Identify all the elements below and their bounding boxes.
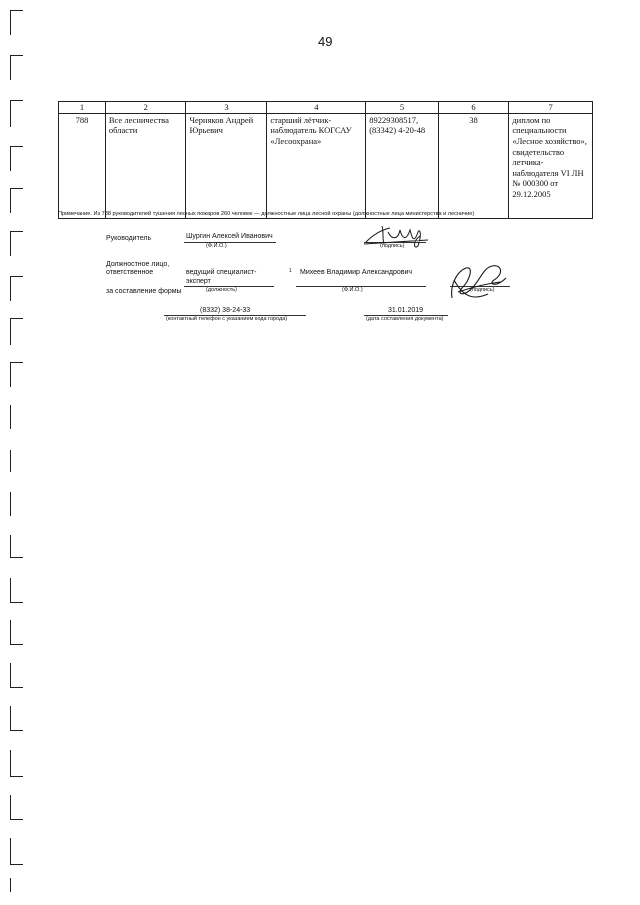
column-header: 4 [267,102,366,114]
head-name-line [184,242,276,243]
responsible-position-1: ведущий специалист- [186,269,257,276]
register-table [58,101,593,219]
responsible-signature-caption: (подпись) [470,287,495,293]
responsible-label-2: ответственное [106,269,154,276]
table-header-row [59,102,593,114]
responsible-label-1: Должностное лицо, [106,261,170,268]
head-signature-icon [362,222,434,248]
footnote-mark: 1 [289,268,292,274]
date-caption: (дата составления документа) [366,316,444,322]
head-fio-caption: (Ф.И.О.) [206,243,227,249]
responsible-position-2: эксперт [186,278,211,285]
binding-mark [10,620,23,645]
responsible-fio-caption: (Ф.И.О.) [342,287,363,293]
phone-caption: (контактный телефон с указанием кода города) [166,316,288,322]
responsible-signature-icon [444,258,514,304]
table-note: Примечание. Из 788 руководителей тушения лесных пожаров 260 человек — должностные лица лесной охраны (должностные лица министерства и лесничие) [58,211,475,217]
cell-number: 788 [59,113,106,218]
binding-mark [10,231,23,256]
binding-mark [10,578,23,603]
binding-mark [10,750,23,777]
page-number: 49 [318,34,333,49]
binding-marks [10,0,40,905]
column-header: 6 [438,102,509,114]
binding-mark [10,795,23,820]
column-header: 2 [105,102,186,114]
position-caption: (должность) [206,287,237,293]
responsible-label-3: за составление формы [106,288,182,295]
binding-mark [10,535,23,558]
column-header: 1 [59,102,106,114]
cell-position: старший лётчик-наблюдатель КОГСАУ «Лесоохрана» [267,113,366,218]
binding-mark [10,878,23,892]
binding-mark [10,55,23,80]
cell-phone: 89229308517, (83342) 4-20-48 [366,113,438,218]
binding-mark [10,838,23,865]
column-header: 7 [509,102,593,114]
cell-territory: Все лесничества области [105,113,186,218]
head-signature-caption: (подпись) [380,243,405,249]
head-label: Руководитель [106,235,152,242]
cell-experience: 38 [438,113,509,218]
binding-mark [10,10,23,35]
binding-mark [10,450,23,472]
binding-mark [10,405,23,429]
binding-mark [10,318,23,345]
table-row [59,113,593,218]
binding-mark [10,188,23,213]
contact-phone: (8332) 38-24-33 [200,307,251,314]
binding-mark [10,276,23,301]
binding-mark [10,492,23,516]
binding-mark [10,663,23,688]
binding-mark [10,146,23,171]
head-name: Шургин Алексей Иванович [186,233,273,240]
column-header: 5 [366,102,438,114]
cell-name: Черняков Андрей Юрьевич [186,113,267,218]
column-header: 3 [186,102,267,114]
cell-education: диплом по специальности «Лесное хозяйство», свидетельство летчика-наблюдателя VI ЛН № 000300 от 29.12.2005 [509,113,593,218]
document-date: 31.01.2019 [388,307,424,314]
binding-mark [10,362,23,387]
binding-mark [10,706,23,731]
binding-mark [10,100,23,127]
responsible-name: Михеев Владимир Александрович [300,269,413,276]
